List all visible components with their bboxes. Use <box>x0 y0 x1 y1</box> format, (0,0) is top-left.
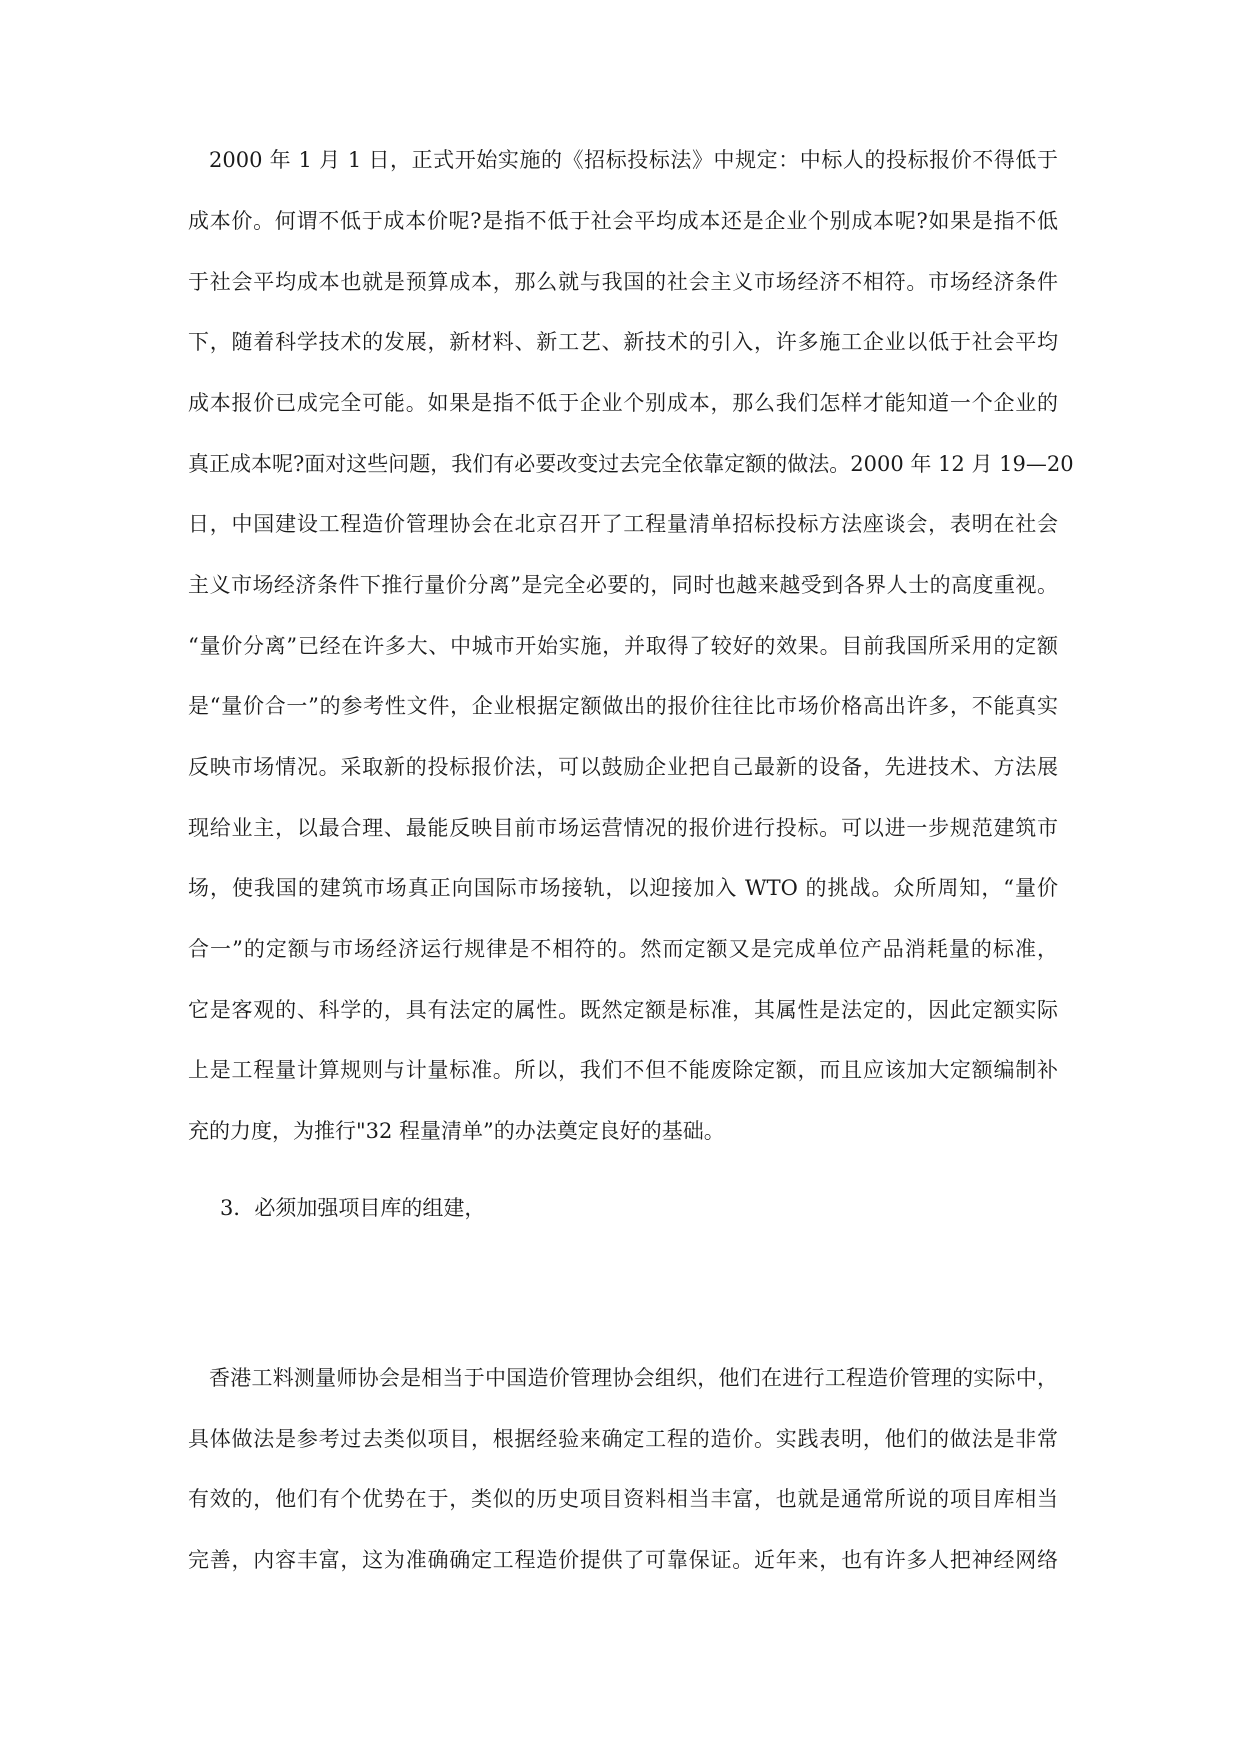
paragraph-line: 它是客观的、科学的，具有法定的属性。既然定额是标准，其属性是法定的，因此定额实际 <box>188 998 1058 1022</box>
paragraph-line: 成本报价已成完全可能。如果是指不低于企业个别成本，那么我们怎样才能知道一个企业的 <box>188 391 1058 415</box>
paragraph-line: 日，中国建设工程造价管理协会在北京召开了工程量清单招标投标方法座谈会，表明在社会 <box>188 512 1058 536</box>
paragraph-line: 完善，内容丰富，这为准确确定工程造价提供了可靠保证。近年来，也有许多人把神经网络 <box>188 1548 1058 1572</box>
paragraph-line: 上是工程量计算规则与计量标准。所以，我们不但不能废除定额，而且应该加大定额编制补 <box>188 1058 1058 1082</box>
paragraph-line: 充的力度，为推行"32 程量清单”的办法奠定良好的基础。 <box>188 1119 725 1143</box>
section-heading: 3．必须加强项目库的组建， <box>220 1196 486 1220</box>
paragraph-line: 场，使我国的建筑市场真正向国际市场接轨，以迎接加入 WTO 的挑战。众所周知，“量价 <box>188 876 1058 900</box>
paragraph-line: 有效的，他们有个优势在于，类似的历史项目资料相当丰富，也就是通常所说的项目库相当 <box>188 1487 1058 1511</box>
paragraph-line: “量价分离”已经在许多大、中城市开始实施，并取得了较好的效果。目前我国所采用的定额 <box>188 634 1058 658</box>
paragraph-line: 真正成本呢?面对这些问题，我们有必要改变过去完全依靠定额的做法。2000 年 12 月 19—20 <box>188 452 1074 476</box>
paragraph-line: 现给业主，以最合理、最能反映目前市场运营情况的报价进行投标。可以进一步规范建筑市 <box>188 816 1058 840</box>
paragraph-line: 于社会平均成本也就是预算成本，那么就与我国的社会主义市场经济不相符。市场经济条件 <box>188 270 1058 294</box>
paragraph-line: 成本价。何谓不低于成本价呢?是指不低于社会平均成本还是企业个别成本呢?如果是指不低 <box>188 209 1058 233</box>
paragraph-line: 具体做法是参考过去类似项目，根据经验来确定工程的造价。实践表明，他们的做法是非常 <box>188 1427 1058 1451</box>
paragraph-line: 是“量价合一”的参考性文件，企业根据定额做出的报价往往比市场价格高出许多，不能真实 <box>188 694 1058 718</box>
paragraph-line: 香港工料测量师协会是相当于中国造价管理协会组织，他们在进行工程造价管理的实际中， <box>209 1366 1058 1390</box>
paragraph-line: 反映市场情况。采取新的投标报价法，可以鼓励企业把自己最新的设备，先进技术、方法展 <box>188 755 1058 779</box>
paragraph-line: 主义市场经济条件下推行量价分离”是完全必要的，同时也越来越受到各界人士的高度重视。 <box>188 573 1058 597</box>
paragraph-line: 2000 年 1 月 1 日，正式开始实施的《招标投标法》中规定：中标人的投标报价不得低于 <box>209 148 1058 172</box>
paragraph-line: 合一”的定额与市场经济运行规律是不相符的。然而定额又是完成单位产品消耗量的标准， <box>188 937 1058 961</box>
paragraph-line: 下，随着科学技术的发展，新材料、新工艺、新技术的引入，许多施工企业以低于社会平均 <box>188 330 1058 354</box>
